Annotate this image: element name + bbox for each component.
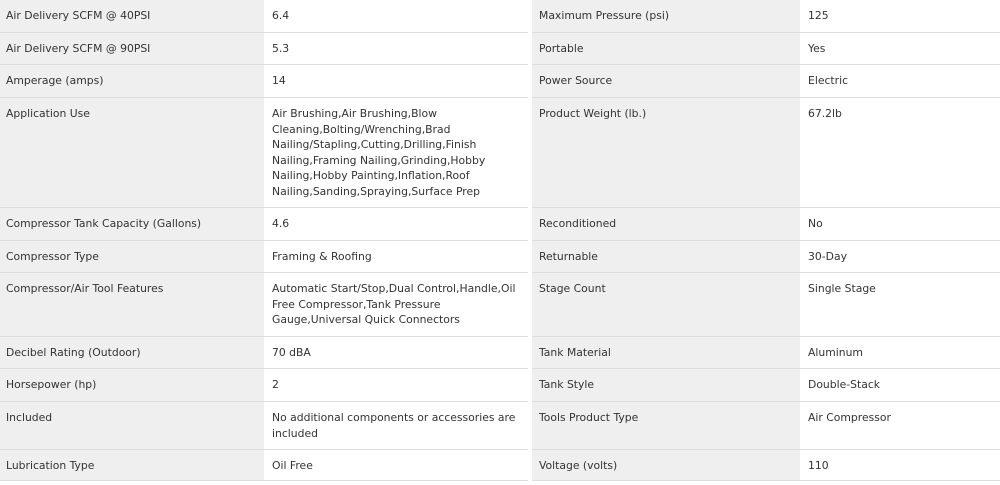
spec-row [532,337,1000,369]
spec-value: 125 [800,0,1000,32]
spec-row [532,273,1000,337]
spec-value: 30-Day [800,241,1000,272]
spec-value: Single Stage [800,273,1000,336]
spec-value: Oil Free [264,450,528,480]
spec-value: Yes [800,33,1000,64]
spec-value: Automatic Start/Stop,Dual Control,Handle,Oil Free Compressor,Tank Pressure Gauge,Universal Quick Connectors [264,273,528,336]
spec-label: Horsepower (hp) [0,369,264,401]
spec-row [532,369,1000,402]
spec-value: 2 [264,369,528,401]
spec-row [532,208,1000,241]
spec-value: 4.6 [264,208,528,240]
spec-row [0,337,528,369]
spec-label: Air Delivery SCFM @ 40PSI [0,0,264,32]
spec-row [532,98,1000,208]
spec-label: Compressor Tank Capacity (Gallons) [0,208,264,240]
spec-row [0,0,528,33]
spec-row [0,450,528,481]
spec-value: Electric [800,65,1000,97]
spec-label: Decibel Rating (Outdoor) [0,337,264,368]
spec-label: Compressor/Air Tool Features [0,273,264,336]
spec-label: Included [0,402,264,449]
spec-row [0,402,528,450]
spec-row [0,65,528,98]
spec-value: No [800,208,1000,240]
spec-value: Framing & Roofing [264,241,528,272]
spec-label: Compressor Type [0,241,264,272]
spec-label: Application Use [0,98,264,207]
spec-value: 70 dBA [264,337,528,368]
spec-row [0,273,528,337]
spec-row [0,98,528,208]
spec-value: 5.3 [264,33,528,64]
spec-label: Voltage (volts) [532,450,800,480]
spec-row [532,241,1000,273]
spec-label: Returnable [532,241,800,272]
spec-label: Reconditioned [532,208,800,240]
spec-label: Power Source [532,65,800,97]
spec-row [0,33,528,65]
spec-value: 14 [264,65,528,97]
spec-value: No additional components or accessories are included [264,402,528,449]
spec-row [532,65,1000,98]
spec-value: Air Compressor [800,402,1000,449]
spec-value: 6.4 [264,0,528,32]
spec-row [0,241,528,273]
spec-label: Air Delivery SCFM @ 90PSI [0,33,264,64]
spec-value: Air Brushing,Air Brushing,Blow Cleaning,Bolting/Wrenching,Brad Nailing/Stapling,Cutting,Drilling,Finish Nailing,Framing Nailing,Grinding,Hobby Nailing,Hobby Painting,Inflation,Roof Nailing,Sanding,Spraying,Surface Prep [264,98,528,207]
spec-label: Tools Product Type [532,402,800,449]
spec-label: Lubrication Type [0,450,264,480]
spec-row [532,450,1000,481]
spec-label: Portable [532,33,800,64]
spec-value: 67.2lb [800,98,1000,207]
spec-label: Product Weight (lb.) [532,98,800,207]
spec-label: Tank Material [532,337,800,368]
spec-label: Stage Count [532,273,800,336]
spec-row [0,369,528,402]
spec-row [0,208,528,241]
spec-label: Tank Style [532,369,800,401]
spec-row [532,402,1000,450]
spec-value: 110 [800,450,1000,480]
spec-value: Double-Stack [800,369,1000,401]
spec-label: Maximum Pressure (psi) [532,0,800,32]
spec-label: Amperage (amps) [0,65,264,97]
spec-value: Aluminum [800,337,1000,368]
spec-column-right [532,0,1000,481]
spec-row [532,0,1000,33]
spec-row [532,33,1000,65]
